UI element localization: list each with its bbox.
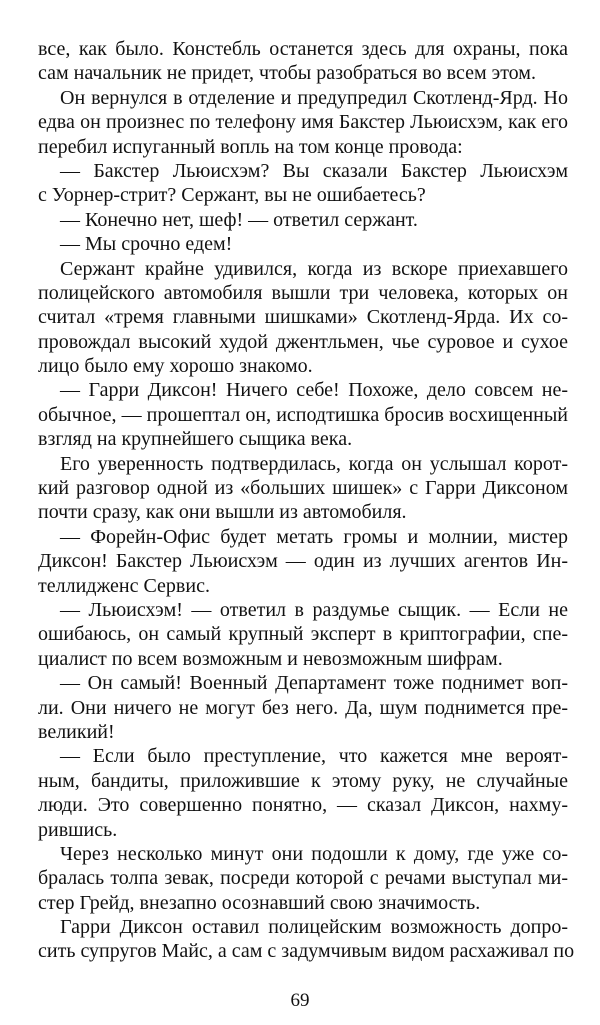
text-line: Он вернулся в отделение и предупредил Скотленд-Ярд. Но (60, 86, 568, 109)
text-line: кий разговор одной из «больших шишек» с Гарри Диксоном (38, 477, 568, 500)
paragraph (38, 232, 568, 256)
paragraph (38, 671, 568, 744)
text-line: с Уорнер-стрит? Сержант, вы не ошибаетесь? (38, 184, 426, 207)
paragraph (38, 159, 568, 208)
text-line: — Мы срочно едем! (60, 233, 233, 256)
text-line: бралась толпа зевак, посреди которой с речами выступал ми- (38, 867, 568, 890)
text-line: — Конечно нет, шеф! — ответил сержант. (60, 208, 418, 231)
text-line: Его уверенность подтвердилась, когда он услышал корот- (60, 452, 568, 475)
text-line: — Если было преступление, что кажется мне вероят- (60, 745, 568, 768)
text-line: лицо было ему хорошо знакомо. (38, 355, 313, 378)
text-line: ли. Они ничего не могут без него. Да, шум поднимется пре- (38, 696, 568, 719)
paragraph (38, 378, 568, 451)
text-line: сить супругов Майс, а сам с задумчивым видом расхаживал по (38, 940, 575, 963)
paragraph (38, 744, 568, 842)
text-line: сам начальник не придет, чтобы разобраться во всем этом. (38, 62, 536, 85)
text-line: все, как было. Констебль останется здесь для охраны, пока (38, 38, 568, 60)
text-line: великий! (38, 720, 115, 743)
text-line: ошибаюсь, он самый крупный эксперт в криптографии, спе- (38, 623, 568, 646)
text-line: полицейского автомобиля вышли три человека, которых он (38, 281, 568, 304)
text-line: почти сразу, как они вышли из автомобиля. (38, 501, 407, 524)
page-body-text (38, 37, 575, 964)
text-line: едва он произнес по телефону имя Бакстер Льюисхэм, как его (38, 111, 568, 134)
text-line: Сержант крайне удивился, когда из вскоре приехавшего (60, 257, 568, 280)
paragraph (38, 257, 568, 379)
text-line: ным, бандиты, приложившие к этому руку, не случайные (38, 769, 568, 792)
text-line: — Форейн-Офис будет метать громы и молнии, мистер (60, 525, 568, 548)
paragraph (38, 525, 568, 598)
paragraph (38, 86, 568, 159)
paragraph (38, 915, 575, 964)
text-line: взгляд на крупнейшего сыщика века. (38, 428, 353, 451)
text-line: — Гарри Диксон! Ничего себе! Похоже, дело совсем не- (60, 379, 568, 402)
text-line: Диксон! Бакстер Льюисхэм — один из лучших агентов Ин- (38, 550, 568, 573)
text-line: стер Грейд, внезапно осознавший свою значимость. (38, 891, 481, 914)
text-line: — Бакстер Льюисхэм? Вы сказали Бакстер Льюисхэм (60, 159, 568, 182)
text-line: — Он самый! Военный Департамент тоже поднимет воп- (60, 672, 568, 695)
text-line: люди. Это совершенно понятно, — сказал Диксон, нахму- (38, 794, 568, 817)
text-line: Через несколько минут они подошли к дому, где уже со- (60, 842, 568, 865)
paragraph (38, 37, 568, 86)
text-line: рившись. (38, 818, 118, 841)
paragraph (38, 208, 568, 232)
text-line: перебил испуганный вопль на том конце провода: (38, 135, 463, 158)
text-line: теллидженс Сервис. (38, 574, 210, 597)
paragraph (38, 842, 568, 915)
text-line: обычное, — прошептал он, исподтишка бросив восхищенный (38, 403, 568, 426)
text-line: — Льюисхэм! — ответил в раздумье сыщик. — Если не (60, 598, 568, 621)
page-number: 69 (290, 990, 310, 1011)
paragraph (38, 598, 568, 671)
paragraph (38, 452, 568, 525)
text-line: циалист по всем возможным и невозможным шифрам. (38, 647, 503, 670)
text-line: считал «тремя главными шишками» Скотленд-Ярда. Их со- (38, 306, 568, 329)
text-line: Гарри Диксон оставил полицейским возможность допро- (60, 916, 568, 939)
text-line: провождал высокий худой джентльмен, чье суровое и сухое (38, 330, 568, 353)
